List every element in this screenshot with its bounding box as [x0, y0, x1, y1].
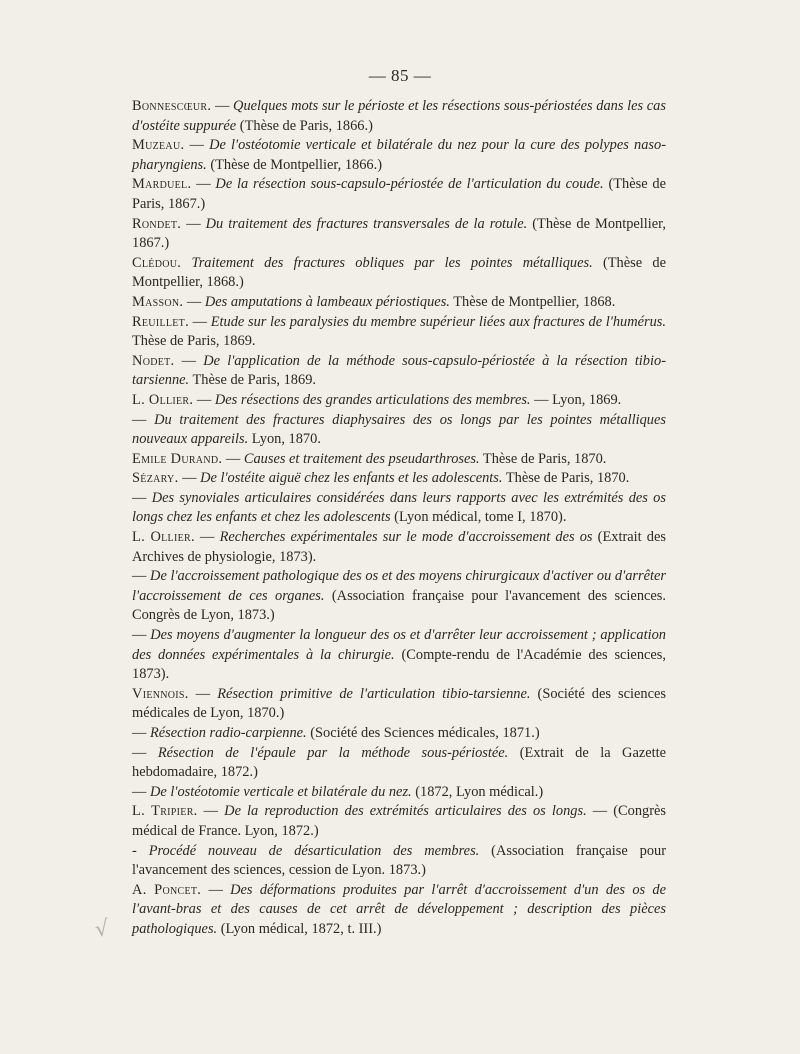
entry-title: De l'ostéotomie verticale et bilatérale du nez.	[150, 783, 412, 800]
entry-separator: —	[132, 411, 155, 428]
entry-separator: —	[132, 568, 151, 585]
bibliography-entry	[132, 136, 666, 175]
entry-separator: —	[178, 470, 201, 487]
entry-author: Muzeau.	[132, 137, 185, 154]
entry-title: Procédé nouveau de désarticulation des membres.	[148, 842, 480, 859]
bibliography-entry	[132, 802, 666, 841]
bibliography-entry	[132, 626, 666, 685]
entry-title: Du traitement des fractures diaphysaires des os longs par les pointes métalliques nouveaux appareils.	[132, 411, 666, 448]
entry-separator: —	[189, 313, 211, 330]
entry-author: Reuillet.	[132, 313, 189, 330]
entry-author: Emile Durand.	[132, 450, 223, 467]
entry-separator: —	[222, 450, 244, 467]
bibliography-entry	[132, 254, 666, 293]
entry-publication: (Lyon médical, 1872, t. III.)	[217, 920, 382, 937]
entry-separator: —	[181, 215, 206, 232]
entry-author: Masson.	[132, 293, 184, 310]
entry-title: Traitement des fractures obliques par les pointes métalliques.	[191, 254, 593, 271]
bibliography-entry	[132, 450, 666, 470]
bibliography-entry	[132, 391, 666, 411]
entry-publication: (Thèse de Montpellier, 1868.)	[132, 254, 666, 291]
entry-publication: Thèse de Montpellier, 1868.	[449, 293, 616, 310]
entry-publication: (Association française pour l'avancement des sciences, cession de Lyon. 1873.)	[132, 842, 667, 879]
entry-publication: (Association française pour l'avancement des sciences. Congrès de Lyon, 1873.)	[132, 587, 666, 624]
entry-publication: (Compte-rendu de l'Académie des sciences, 1873).	[132, 646, 666, 683]
entry-author: Bonnescœur.	[132, 98, 212, 114]
bibliography-entry	[132, 489, 666, 528]
entry-publication: — Lyon, 1869.	[530, 391, 622, 408]
bibliography-entry	[132, 724, 666, 744]
entry-separator: -	[132, 842, 149, 859]
entry-separator: —	[191, 176, 216, 193]
entry-title: Etude sur les paralysies du membre supérieur liées aux fractures de l'humérus.	[210, 313, 666, 330]
entry-author: Clédou.	[132, 254, 182, 271]
entry-title: Des déformations produites par l'arrêt d'accroissement d'un des os de l'avant-bras et des causes de cet arrêt de développement ; description des pièces pathologiques.	[132, 881, 666, 937]
entry-publication: Thèse de Paris, 1869.	[189, 372, 316, 389]
entry-author: Sézary.	[132, 470, 179, 487]
entry-separator: —	[211, 98, 234, 114]
page-number: — 85 —	[368, 66, 432, 85]
entry-author: L. Ollier.	[132, 529, 195, 546]
entry-separator	[181, 255, 191, 271]
entry-separator: —	[193, 391, 215, 408]
entry-title: Des amputations à lambeaux périostiques.	[204, 293, 450, 310]
entry-separator: —	[188, 685, 218, 702]
bibliography-entry	[132, 685, 666, 724]
entry-publication: (Thèse de Paris, 1867.)	[132, 176, 667, 212]
entry-title: Des résections des grandes articulations des membres.	[214, 391, 531, 408]
entry-publication: (1872, Lyon médical.)	[411, 783, 544, 800]
entry-separator: —	[184, 137, 210, 154]
entry-publication: (Extrait de la Gazette hebdomadaire, 1872.)	[132, 744, 666, 781]
entry-title: Résection radio-carpienne.	[150, 725, 307, 741]
entry-title: Des synoviales articulaires considérées dans leurs rapports avec les extrémités des os longs chez les enfants et chez les adolescents	[132, 489, 666, 526]
entry-publication: (Société des sciences médicales de Lyon, 1870.)	[132, 685, 667, 722]
entry-separator: —	[194, 529, 220, 546]
bibliography-entry	[132, 411, 666, 450]
entry-title: Du traitement des fractures transversales de la rotule.	[205, 215, 528, 232]
entry-author: Nodet.	[132, 352, 175, 369]
entry-separator: —	[132, 489, 152, 506]
entry-publication: (Société des Sciences médicales, 1871.)	[306, 725, 540, 741]
bibliography-entry	[132, 293, 666, 313]
entry-title: Causes et traitement des pseudarthroses.	[243, 450, 480, 467]
bibliography-entry	[132, 842, 666, 881]
entry-author: A. Poncet.	[132, 881, 202, 898]
entry-publication: (Thèse de Montpellier, 1867.)	[132, 215, 666, 252]
entry-publication: (Thèse de Paris, 1866.)	[236, 117, 373, 134]
bibliography-entry	[132, 97, 666, 136]
entry-separator: —	[132, 783, 150, 800]
entry-title: Quelques mots sur le périoste et les résections sous-périostées dans les cas d'ostéite suppurée	[132, 98, 666, 134]
entry-title: De l'application de la méthode sous-capsulo-périostée à la résection tibio-tarsienne.	[132, 352, 666, 389]
entry-separator: —	[132, 725, 150, 741]
entry-separator: —	[132, 627, 151, 644]
entry-publication: (Extrait des Archives de physiologie, 1873).	[132, 529, 666, 565]
entry-title: Recherches expérimentales sur le mode d'accroissement des os	[219, 529, 593, 546]
entry-publication: (Thèse de Montpellier, 1866.)	[206, 156, 383, 173]
entry-publication: Thèse de Paris, 1869.	[132, 333, 256, 350]
entry-separator: —	[174, 352, 204, 369]
bibliography-entry	[132, 352, 666, 391]
entry-author: L. Tripier.	[132, 803, 198, 820]
entry-publication: Thèse de Paris, 1870.	[479, 450, 607, 467]
bibliography-entry	[132, 567, 666, 626]
entry-author: Viennois.	[132, 685, 189, 702]
margin-mark: √	[93, 916, 111, 943]
entry-publication: — (Congrès médical de France. Lyon, 1872.)	[132, 803, 667, 839]
bibliography-entry	[132, 744, 666, 783]
entry-title: Résection de l'épaule par la méthode sous-périostée.	[157, 744, 509, 761]
entry-author: L. Ollier.	[132, 391, 194, 408]
entry-title: De l'accroissement pathologique des os et des moyens chirurgicaux d'activer ou d'arrêter l'accroissement de ces organes.	[132, 568, 666, 604]
entry-title: De l'ostéite aiguë chez les enfants et les adolescents.	[200, 470, 503, 487]
entry-separator: —	[201, 881, 231, 898]
entry-publication: (Lyon médical, tome I, 1870).	[390, 509, 567, 526]
entry-separator: —	[183, 293, 205, 310]
bibliography-list	[132, 97, 666, 940]
bibliography-entry	[132, 783, 666, 803]
bibliography-entry	[132, 528, 666, 567]
entry-separator: —	[132, 744, 158, 761]
entry-author: Marduel.	[132, 176, 192, 193]
entry-author: Rondet.	[132, 215, 182, 232]
entry-separator: —	[197, 803, 225, 820]
entry-title: Des moyens d'augmenter la longueur des os et d'arrêter leur accroissement ; application des données expérimentales à la chirurgie.	[132, 627, 666, 663]
entry-title: De l'ostéotomie verticale et bilatérale du nez pour la cure des polypes naso-pharyngiens.	[132, 137, 666, 173]
bibliography-entry	[132, 313, 666, 352]
bibliography-entry	[132, 215, 666, 254]
bibliography-entry	[132, 175, 666, 214]
entry-title: Résection primitive de l'articulation tibio-tarsienne.	[217, 685, 531, 702]
bibliography-entry	[132, 469, 666, 489]
entry-title: De la reproduction des extrémités articulaires des os longs.	[224, 803, 587, 820]
bibliography-entry	[132, 881, 666, 940]
entry-publication: Lyon, 1870.	[248, 431, 321, 448]
entry-title: De la résection sous-capsulo-périostée de l'articulation du coude.	[215, 176, 604, 193]
entry-publication: Thèse de Paris, 1870.	[502, 470, 630, 487]
